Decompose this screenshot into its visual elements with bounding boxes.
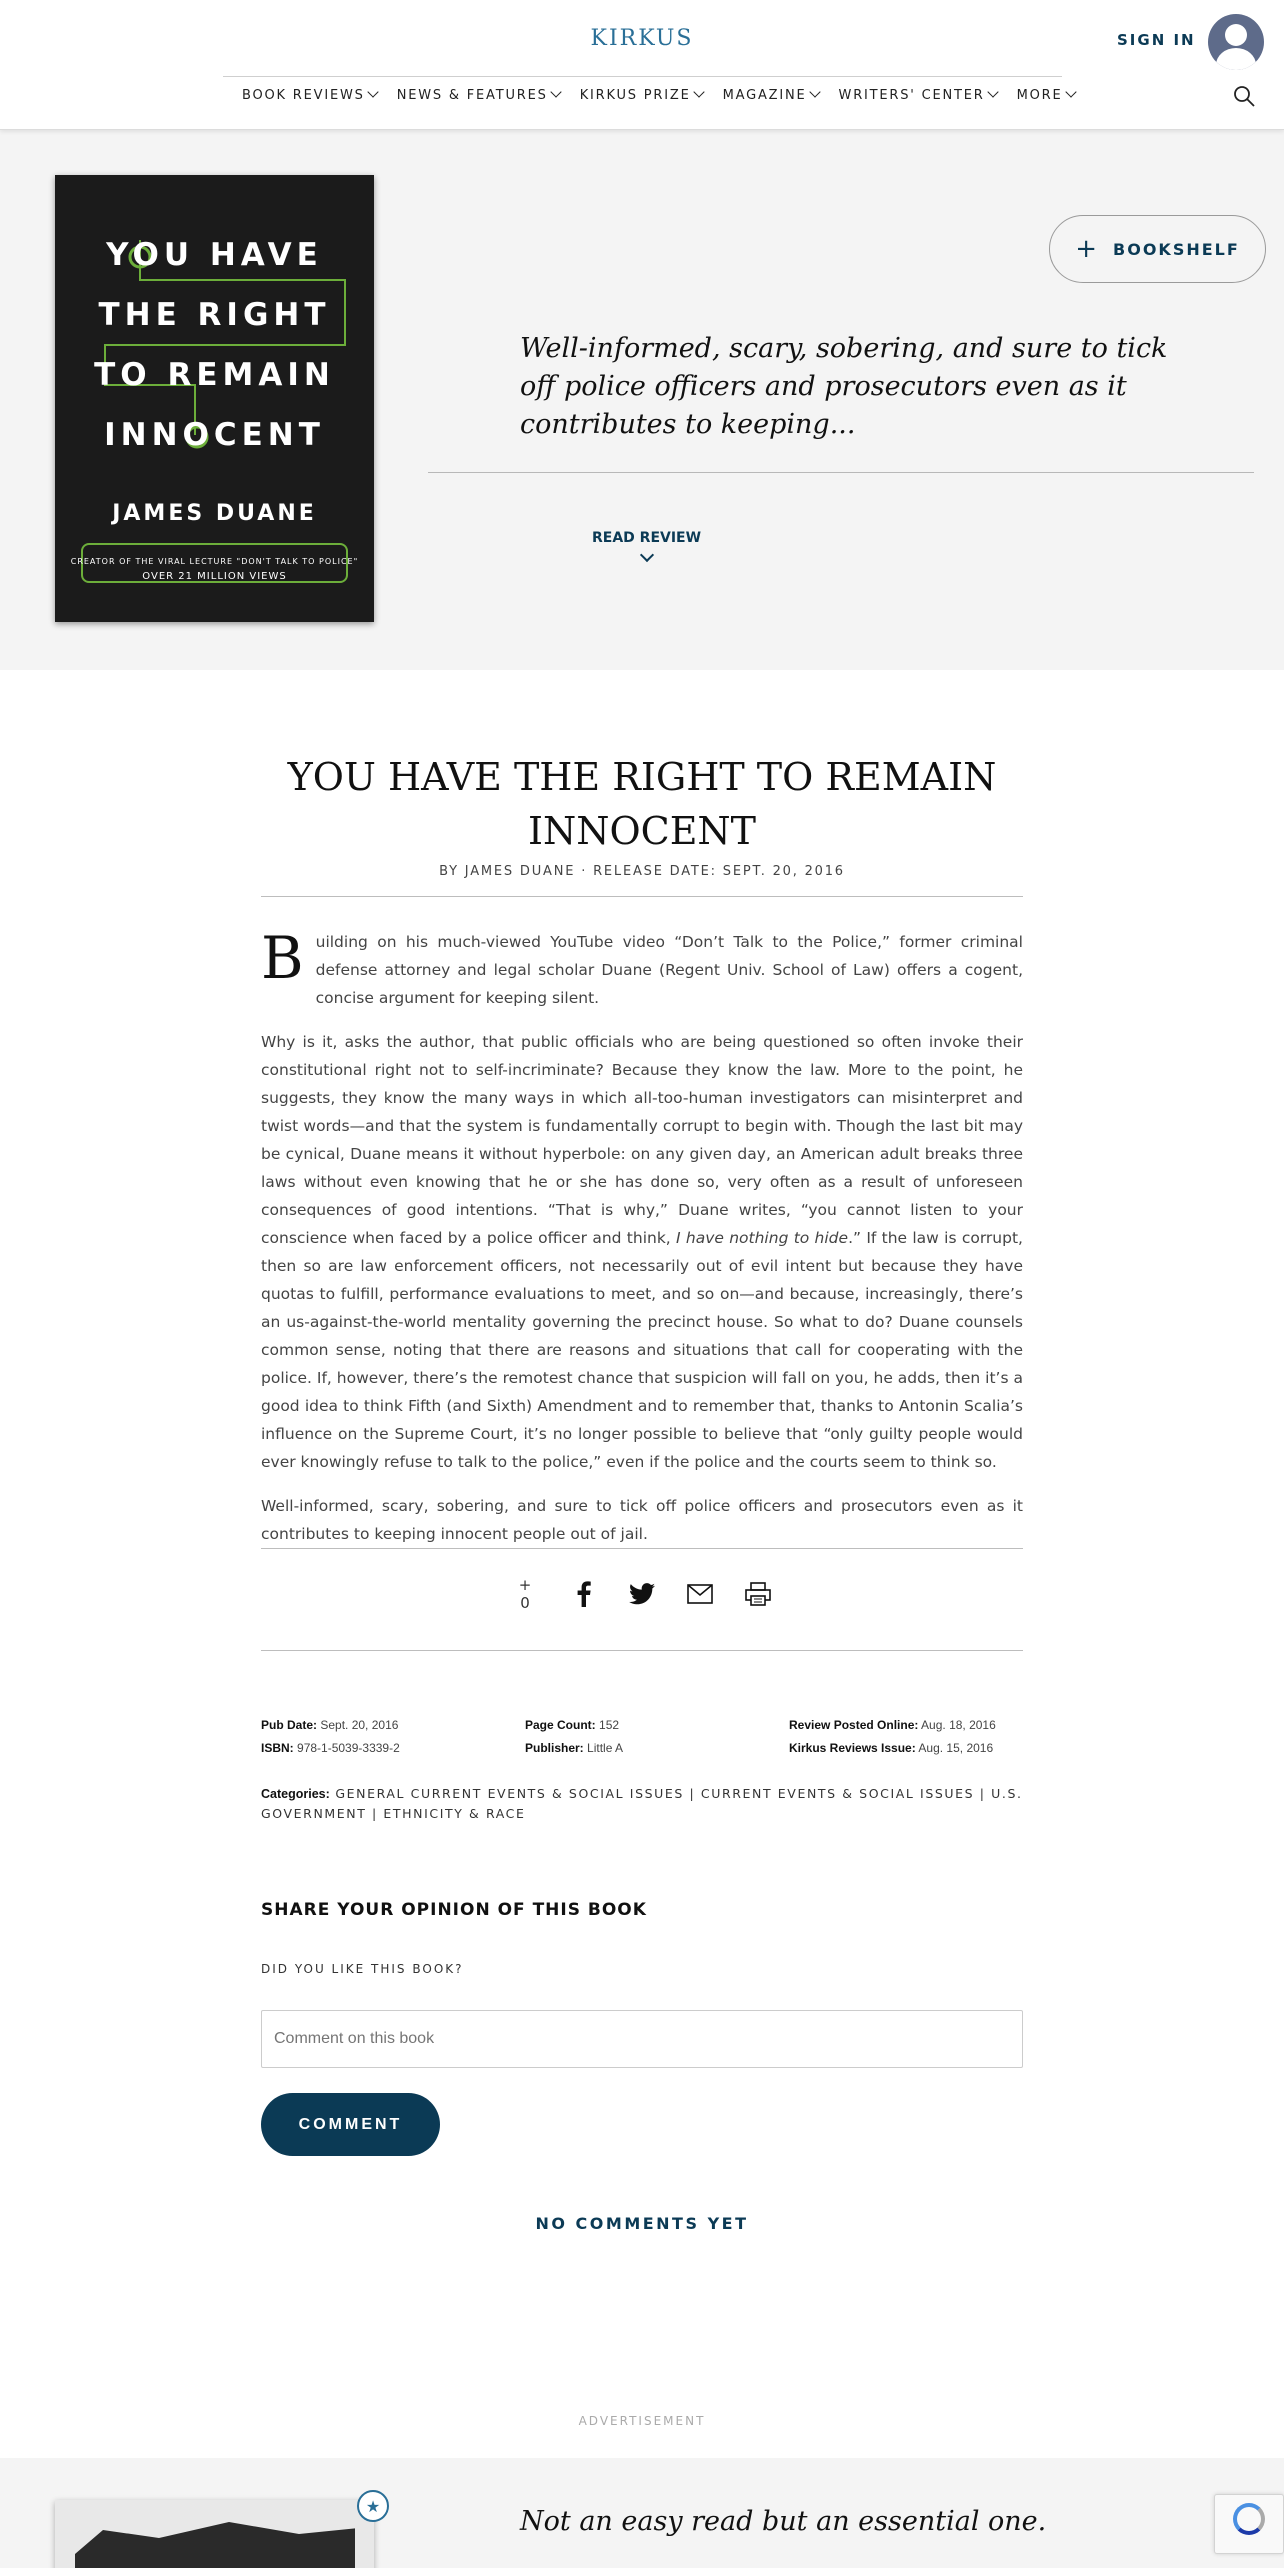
nav-label: MORE bbox=[1016, 88, 1063, 103]
hero-divider bbox=[428, 472, 1254, 473]
main-nav bbox=[242, 88, 1095, 103]
pull-quote: Well-informed, scary, sobering, and sure to tick off police officers and prosecutors even as it contributes to keeping... bbox=[520, 333, 1168, 440]
review-paragraph-3: Well-informed, scary, sobering, and sure to tick off police officers and prosecutors even as it contributes to keeping innocent people out of jail. bbox=[261, 1497, 1023, 1543]
chevron-down-icon bbox=[809, 86, 820, 97]
cover-title-line: TO REMAIN bbox=[94, 357, 335, 393]
nav-writers-center[interactable] bbox=[839, 88, 997, 103]
cover-author: JAMES DUANE bbox=[112, 501, 317, 526]
emphasis-text: I have nothing to hide bbox=[676, 1229, 849, 1247]
title-line: YOU HAVE THE RIGHT TO REMAIN bbox=[287, 755, 997, 799]
advertisement-label: ADVERTISEMENT bbox=[578, 2414, 706, 2428]
detail-label: Kirkus Reviews Issue: bbox=[789, 1741, 916, 1755]
no-comments-text: NO COMMENTS YET bbox=[535, 2214, 749, 2233]
search-icon[interactable] bbox=[1232, 84, 1256, 108]
review-paragraph-1 bbox=[261, 924, 1023, 1012]
review-paragraph-2 bbox=[261, 1028, 1023, 1476]
nav-more[interactable] bbox=[1017, 88, 1075, 103]
chevron-down-icon bbox=[550, 86, 561, 97]
share-opinion-heading: SHARE YOUR OPINION OF THIS BOOK bbox=[261, 1900, 647, 1920]
cover-title-line: INNOCENT bbox=[104, 417, 325, 453]
cover-views: OVER 21 MILLION VIEWS bbox=[142, 571, 287, 582]
like-counter[interactable] bbox=[510, 1576, 540, 1612]
nav-divider bbox=[223, 76, 1062, 77]
recaptcha-badge[interactable] bbox=[1214, 2494, 1284, 2554]
paragraph-text: uilding on his much-viewed YouTube video “Don’t Talk to the Police,” former criminal defense attorney and legal scholar Duane (Regent Univ. School of Law) offers a cogent, concise argument for keeping silent. bbox=[315, 933, 1023, 1007]
read-review-link[interactable] bbox=[592, 530, 701, 560]
print-icon[interactable] bbox=[744, 1580, 772, 1608]
detail-label: ISBN: bbox=[261, 1741, 294, 1755]
detail-value: 978-1-5039-3339-2 bbox=[297, 1741, 400, 1755]
next-book-cover[interactable] bbox=[55, 2500, 374, 2568]
next-pull-quote: Not an easy read but an essential one. bbox=[520, 2506, 1047, 2537]
comment-button[interactable]: COMMENT bbox=[261, 2093, 440, 2156]
nav-magazine[interactable] bbox=[723, 88, 819, 103]
bookshelf-button[interactable] bbox=[1049, 215, 1266, 283]
plus-icon: + bbox=[518, 1576, 532, 1594]
detail-label: Publisher: bbox=[525, 1741, 584, 1755]
chevron-down-icon bbox=[693, 86, 704, 97]
like-count: 0 bbox=[520, 1594, 530, 1612]
recaptcha-icon bbox=[1233, 2503, 1265, 2535]
read-review-label: READ REVIEW bbox=[592, 530, 702, 546]
kirkus-logo[interactable]: KIRKUS bbox=[590, 26, 694, 51]
nav-label: WRITERS' CENTER bbox=[838, 88, 985, 103]
detail-value: Little A bbox=[587, 1741, 624, 1755]
share-bottom-divider bbox=[261, 1650, 1023, 1651]
categories bbox=[261, 1784, 1023, 1823]
cover-tagline: CREATOR OF THE VIRAL LECTURE "DON'T TALK TO POLICE" bbox=[70, 557, 359, 566]
nav-news-features[interactable] bbox=[397, 88, 560, 103]
book-cover[interactable] bbox=[55, 175, 374, 622]
nav-label: NEWS & FEATURES bbox=[396, 88, 548, 103]
nav-book-reviews[interactable] bbox=[242, 88, 377, 103]
byline: BY JAMES DUANE · RELEASE DATE: SEPT. 20, 2016 bbox=[439, 864, 845, 879]
nav-label: KIRKUS PRIZE bbox=[579, 88, 691, 103]
chevron-down-icon bbox=[987, 86, 998, 97]
drop-cap: B bbox=[261, 924, 304, 992]
user-avatar-icon[interactable] bbox=[1208, 14, 1264, 70]
bookshelf-label: BOOKSHELF bbox=[1113, 239, 1240, 259]
chevron-down-icon bbox=[639, 548, 653, 562]
email-icon[interactable] bbox=[686, 1580, 714, 1608]
title-divider bbox=[261, 896, 1023, 897]
review-posted-date bbox=[789, 1718, 996, 1732]
detail-value: Aug. 15, 2016 bbox=[918, 1741, 994, 1755]
chevron-down-icon bbox=[367, 86, 378, 97]
share-top-divider bbox=[261, 1548, 1023, 1549]
detail-label: Page Count: bbox=[525, 1718, 596, 1732]
detail-value: Aug. 18, 2016 bbox=[921, 1718, 996, 1732]
detail-value: 152 bbox=[599, 1718, 620, 1732]
book-hero bbox=[0, 130, 1284, 670]
nav-kirkus-prize[interactable] bbox=[580, 88, 703, 103]
categories-label: Categories: bbox=[261, 1787, 330, 1801]
share-bar bbox=[510, 1576, 802, 1612]
twitter-icon[interactable] bbox=[628, 1580, 656, 1608]
cover-title-line: THE RIGHT bbox=[98, 297, 331, 333]
paragraph-text: Why is it, asks the author, that public officials who are being questioned so often invoke their constitutional right not to self-incriminate? Because they know the law. More to the point, he suggests, they know the many ways in which all-too-human investigators can misinterpret and twist words—and that the system is fundamentally corrupt to begin with. Though the last bit may be cynical, Duane means it without hyperbole: on any given day, an American adult breaks three laws without even knowing that he or she has done so, very often as a result of unforeseen consequences of good intentions. “That is why,” Duane writes, “you cannot listen to your conscience when faced by a police officer and think, bbox=[261, 1033, 1023, 1247]
facebook-icon[interactable] bbox=[570, 1580, 598, 1608]
sign-in-link[interactable]: SIGN IN bbox=[1117, 31, 1196, 49]
detail-value: Sept. 20, 2016 bbox=[320, 1718, 399, 1732]
nav-label: BOOK REVIEWS bbox=[242, 88, 365, 103]
book-title bbox=[261, 750, 1023, 858]
pub-date bbox=[261, 1718, 398, 1732]
site-header bbox=[0, 0, 1284, 130]
plus-icon: + bbox=[1075, 234, 1100, 264]
like-question: DID YOU LIKE THIS BOOK? bbox=[261, 1962, 464, 1976]
detail-label: Pub Date: bbox=[261, 1718, 318, 1732]
title-line: INNOCENT bbox=[527, 809, 757, 853]
publisher bbox=[525, 1741, 623, 1755]
detail-label: Review Posted Online: bbox=[789, 1718, 919, 1732]
chevron-down-icon bbox=[1065, 86, 1076, 97]
comment-input[interactable] bbox=[261, 2010, 1023, 2068]
paragraph-text: .” If the law is corrupt, then so are law enforcement officers, not necessarily out of evil intent but because they have quotas to fulfill, performance evaluations to meet, and so on—and because, increasingly, there’s an us-against-the-world mentality governing the precinct house. So what to do? Duane counsels common sense, noting that there are reasons and situations that call for cooperating with the police. If, however, there’s the remotest chance that suspicion will fall on you, he adds, then it’s a good idea to think Fifth (and Sixth) Amendment and to remember that, thanks to Antonin Scalia’s influence on the Supreme Court, it’s no longer possible to believe that “only guilty people would ever knowingly refuse to talk to the police,” even if the police and the courts seem to think so. bbox=[261, 1229, 1023, 1471]
reviews-issue bbox=[789, 1741, 993, 1755]
categories-links[interactable]: GENERAL CURRENT EVENTS & SOCIAL ISSUES | CURRENT EVENTS & SOCIAL ISSUES | U.S. GOVERNMENT | ETHNICITY & RACE bbox=[261, 1786, 1023, 1821]
page-count bbox=[525, 1718, 619, 1732]
nav-label: MAGAZINE bbox=[722, 88, 807, 103]
cover-title-line: YOU HAVE bbox=[106, 237, 323, 273]
isbn bbox=[261, 1741, 400, 1755]
star-icon: ★ bbox=[357, 2490, 389, 2522]
